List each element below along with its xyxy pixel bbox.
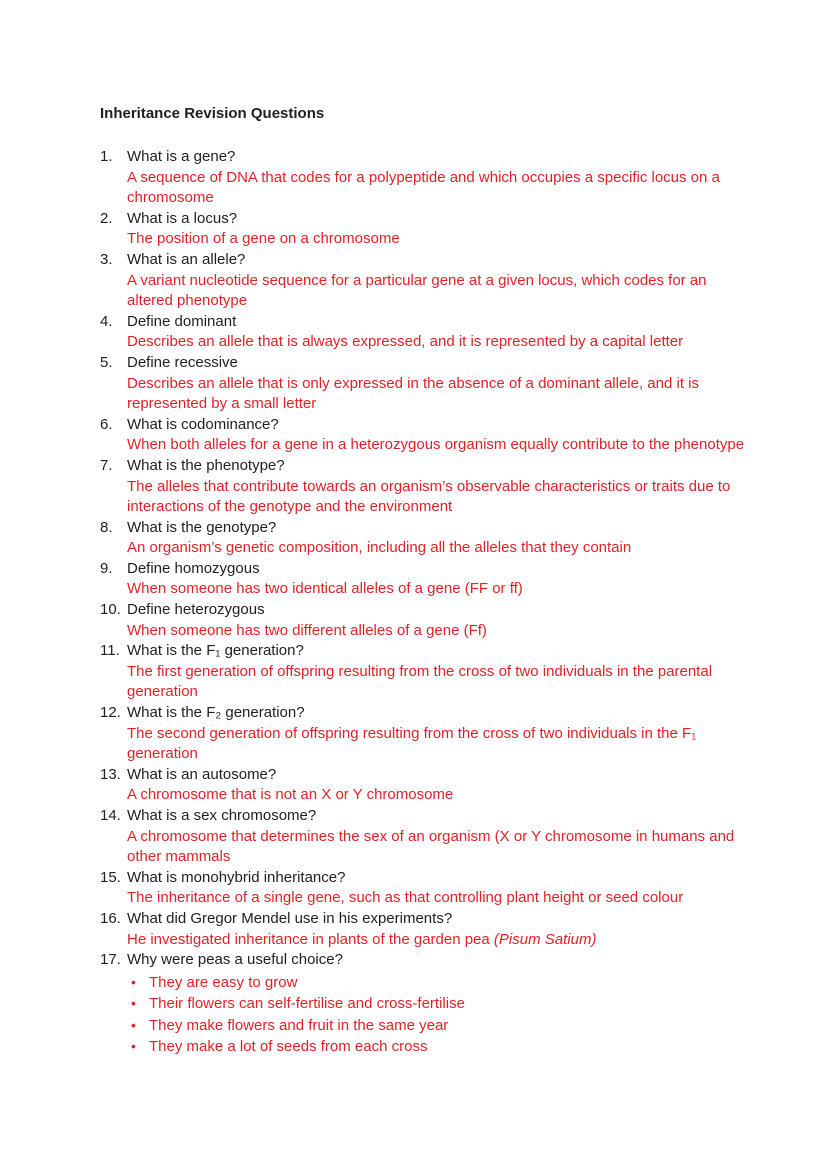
item-number: 14. (100, 807, 121, 824)
item-content (127, 415, 750, 456)
question-text: Define recessive (127, 353, 238, 371)
qa-item (100, 641, 750, 703)
answer-text: The second generation of offspring resulting from the cross of two individuals in the F₁ generation (127, 724, 697, 763)
qa-item (100, 559, 750, 600)
item-number: 4. (100, 312, 113, 330)
item-number: 10. (100, 601, 121, 619)
item-content (127, 600, 750, 641)
item-content (127, 209, 750, 250)
item-content (127, 147, 750, 209)
item-content (127, 250, 750, 312)
item-content (127, 641, 750, 703)
qa-item (100, 312, 750, 353)
qa-item (100, 456, 750, 518)
bullet-text: They make flowers and fruit in the same year (149, 1016, 449, 1034)
bullet-icon: • (131, 973, 136, 990)
qa-item (100, 209, 750, 250)
page-title: Inheritance Revision Questions (100, 105, 325, 122)
item-number: 2. (100, 209, 113, 227)
qa-item (100, 909, 750, 950)
item-content (127, 518, 750, 559)
question-text: What is a gene? (127, 148, 236, 165)
item-content (127, 909, 750, 950)
question-text: What is the F₂ generation? (127, 704, 305, 722)
answer-text: When both alleles for a gene in a heterozygous organism equally contribute to the phenotype (127, 436, 745, 454)
answer-text: The alleles that contribute towards an organism’s observable characteristics or traits due to interactions of the genotype and the environment (127, 477, 731, 516)
bullet-text: Their flowers can self-fertilise and cross-fertilise (149, 995, 465, 1013)
item-number: 11. (100, 642, 120, 660)
question-text: What is the phenotype? (127, 456, 285, 474)
item-number: 16. (100, 909, 121, 927)
answer-text: A sequence of DNA that codes for a polypeptide and which occupies a specific locus on a chromosome (127, 168, 720, 207)
answer-bullets (127, 972, 750, 1058)
item-content (127, 950, 750, 1057)
question-text: What is the F₁ generation? (127, 642, 304, 660)
qa-item (100, 518, 750, 559)
item-content (127, 456, 750, 518)
question-list (100, 147, 750, 1057)
bullet-icon: • (131, 1016, 136, 1033)
item-content (127, 806, 750, 868)
answer-text: An organism’s genetic composition, including all the alleles that they contain (127, 539, 632, 557)
qa-item (100, 147, 750, 209)
bullet-text: They are easy to grow (149, 973, 298, 991)
item-content (127, 868, 750, 909)
question-text: What is an autosome? (127, 765, 277, 783)
qa-item (100, 415, 750, 456)
question-text: Define homozygous (127, 559, 260, 577)
bullet-item (127, 1036, 750, 1057)
question-text: What is a locus? (127, 209, 238, 227)
question-text: What is the genotype? (127, 518, 277, 536)
answer-text: Describes an allele that is only expressed in the absence of a dominant allele, and it is represented by a small letter (127, 374, 699, 413)
answer-text: When someone has two different alleles of a gene (Ff) (127, 621, 487, 639)
item-number: 3. (100, 250, 113, 268)
item-number: 17. (100, 951, 121, 969)
answer-text: He investigated inheritance in plants of the garden pea (Pisum Satium) (127, 930, 597, 948)
question-text: What is an allele? (127, 250, 246, 268)
answer-text: The position of a gene on a chromosome (127, 230, 400, 248)
qa-item (100, 703, 750, 765)
qa-item (100, 806, 750, 868)
item-number: 7. (100, 456, 113, 474)
item-number: 9. (100, 559, 113, 577)
item-content (127, 703, 750, 765)
qa-item (100, 765, 750, 806)
qa-item (100, 868, 750, 909)
answer-text: The inheritance of a single gene, such as that controlling plant height or seed colour (127, 889, 684, 907)
item-number: 13. (100, 765, 121, 783)
answer-text: A chromosome that determines the sex of an organism (X or Y chromosome in humans and other mammals (127, 827, 735, 866)
qa-item (100, 600, 750, 641)
answer-text: A chromosome that is not an X or Y chromosome (127, 786, 454, 804)
answer-text: When someone has two identical alleles of a gene (FF or ff) (127, 580, 523, 598)
item-content (127, 559, 750, 600)
bullet-text: They make a lot of seeds from each cross (149, 1037, 428, 1055)
bullet-icon: • (131, 995, 136, 1012)
answer-text: A variant nucleotide sequence for a particular gene at a given locus, which codes for an altered phenotype (127, 271, 707, 310)
qa-item (100, 250, 750, 312)
bullet-item (127, 1015, 750, 1036)
question-text: What is codominance? (127, 415, 279, 433)
item-number: 8. (100, 518, 113, 536)
item-number: 12. (100, 704, 121, 722)
qa-item (100, 353, 750, 415)
question-text: Define heterozygous (127, 601, 265, 619)
item-number: 5. (100, 353, 113, 371)
bullet-icon: • (131, 1037, 136, 1054)
item-content (127, 765, 750, 806)
item-number: 15. (100, 868, 121, 886)
question-text: Define dominant (127, 312, 237, 330)
item-content (127, 353, 750, 415)
qa-item (100, 950, 750, 1057)
answer-text: Describes an allele that is always expressed, and it is represented by a capital letter (127, 333, 684, 351)
question-text: Why were peas a useful choice? (127, 951, 343, 969)
item-number: 6. (100, 415, 113, 433)
answer-text: The first generation of offspring resulting from the cross of two individuals in the parental generation (127, 662, 713, 701)
question-text: What is a sex chromosome? (127, 807, 317, 824)
bullet-item (127, 972, 750, 993)
question-text: What is monohybrid inheritance? (127, 868, 346, 886)
item-content (127, 312, 750, 353)
item-number: 1. (100, 148, 113, 165)
question-text: What did Gregor Mendel use in his experiments? (127, 909, 453, 927)
bullet-item (127, 993, 750, 1014)
